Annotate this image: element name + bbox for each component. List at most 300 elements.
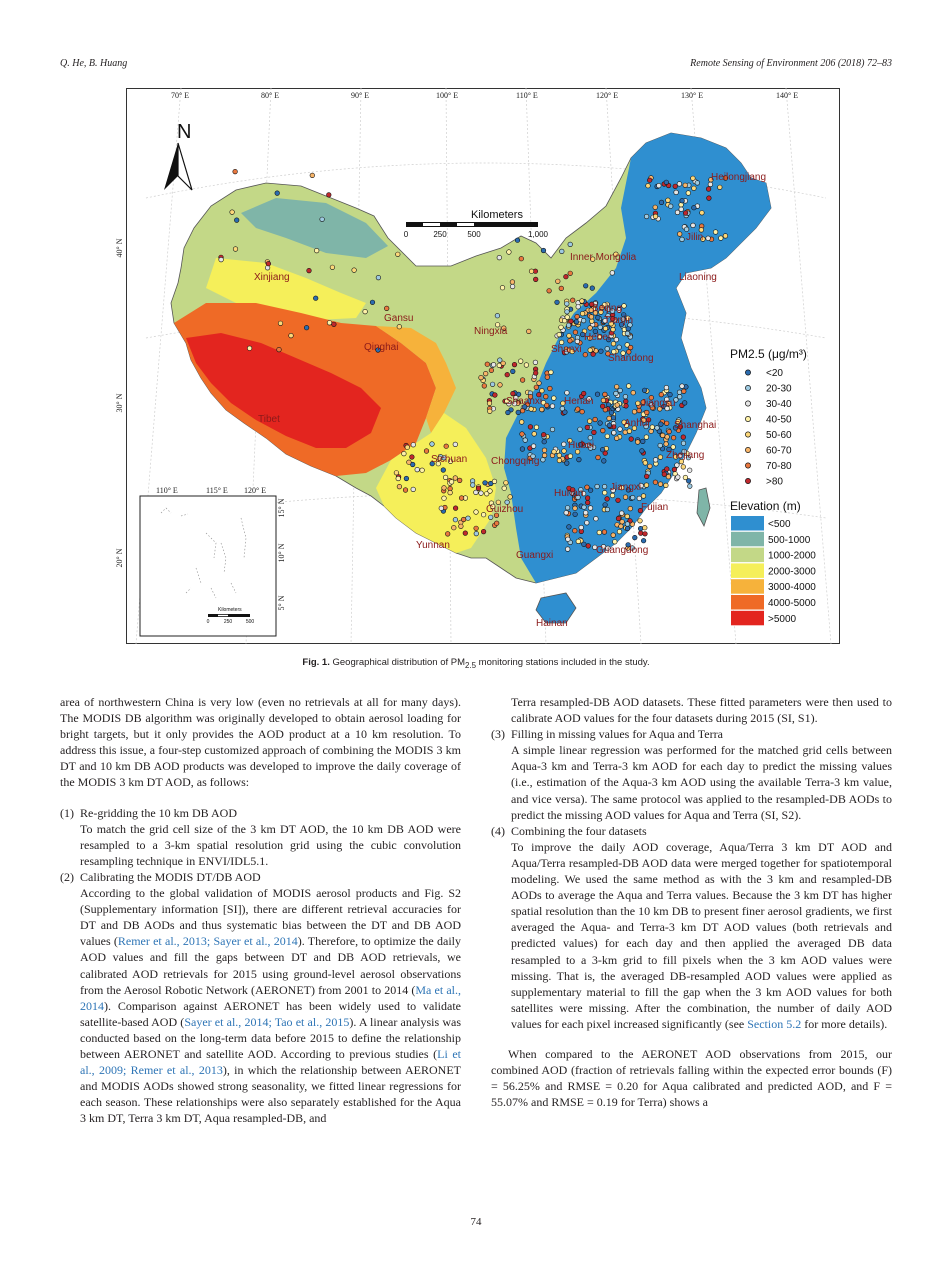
station-point [565,391,570,396]
station-point [488,489,493,494]
list-number: (4) [491,823,505,838]
station-point [560,249,565,254]
station-point [682,389,687,394]
lon-tick-label: 120° E [596,91,619,100]
station-point [585,425,590,430]
region-label: Chongqing [491,456,540,467]
station-point [664,421,669,426]
station-point [520,432,525,437]
scale-bar-tick: 1,000 [527,230,549,239]
station-point [485,362,490,367]
station-point [411,443,416,448]
station-point [352,268,357,273]
station-point [644,214,649,219]
station-point [405,445,410,450]
scale-bar-tick: 0 [403,230,409,239]
inset-lon-ticks [156,486,266,495]
running-head [60,58,892,72]
station-point [597,530,602,535]
station-point [504,481,509,486]
station-point [596,315,601,320]
station-point [588,348,593,353]
scale-bar-tick: 250 [433,230,447,239]
station-point [501,361,506,366]
station-point [533,360,538,365]
station-point [540,407,545,412]
caption-label: Fig. 1. [302,657,330,668]
station-point [633,535,638,540]
lat-tick-labels [115,238,124,567]
station-point [707,196,712,201]
station-point [593,417,598,422]
station-point [643,461,648,466]
station-point [625,522,630,527]
inset-lat-label: 5° N [277,595,286,611]
station-point [482,384,487,389]
region-label: Guangdong [596,545,649,556]
station-point [603,326,608,331]
pm25-legend-label: <20 [766,368,783,379]
elevation-legend-swatch [731,563,764,578]
station-point [659,392,664,397]
station-point [492,479,497,484]
station-point [565,547,570,552]
station-point [682,401,687,406]
station-point [568,339,573,344]
station-point [674,190,679,195]
elevation-legend-swatch [731,611,764,626]
station-point [641,538,646,543]
station-point [463,531,468,536]
station-point [666,474,671,479]
station-point [588,488,593,493]
station-point [540,388,545,393]
station-point [565,461,570,466]
station-point [564,511,569,516]
station-point [681,435,686,440]
station-point [660,433,665,438]
station-point [681,441,686,446]
text-run: ), in which the relationship between AERONET and MODIS AODs showed strong seasonality, we fitted linear regressions for each season. These relationships were also separately established for the Aqua 3 km DT, Terra 3 km DT, Aqua resampled-DB, and [80,1063,461,1126]
station-point [523,438,528,443]
region-label: Henan [564,396,594,407]
station-point [611,533,616,538]
station-point [493,393,498,398]
station-point [453,442,458,447]
inset-scale-seg [218,615,228,616]
station-point [614,391,619,396]
station-point [655,426,660,431]
station-point [230,210,235,215]
elevation-legend-label: 500-1000 [768,534,811,546]
region-label: Guizhou [486,504,524,515]
page-number: 74 [470,1216,482,1228]
station-point [622,304,627,309]
station-point [617,345,622,350]
station-point [577,457,582,462]
region-label: Shaanxi [506,396,543,407]
station-point [684,227,689,232]
pm25-legend-label: 60-70 [766,445,792,457]
station-point [677,394,682,399]
station-point [641,439,646,444]
inset-map [140,486,286,636]
station-point [624,404,629,409]
station-point [629,437,634,442]
station-point [550,404,555,409]
station-point [567,525,572,530]
station-point [420,468,425,473]
station-point [611,342,616,347]
station-point [588,326,593,331]
list-body-3: A simple linear regression was performed for the matched grid cells between Aqua-3 km and Terra-3 km AOD for each day to predict the missing values (i.e., estimation of the Aqua-3 km AOD using the available Terra-3 km value, and vice versa). The same protocol was applied to the resampled-DB AODs to predict the missing AOD values for Aqua and Terra (SI, S2). [511,743,892,822]
elevation-legend-swatch [731,516,764,531]
station-point [403,488,408,493]
station-point [676,475,681,480]
text-run: ). Therefore, to optimize the daily AOD values and fill the gaps between DT and DB AOD retrievals, we calibrated AOD retrievals for 2015 using ground-level aerosol observations from the Aerosol Robotic Network (AERONET) from 2001 to 2014 ( [80,934,461,997]
section-link[interactable]: Section 5.2 [747,1016,802,1031]
station-point [442,496,447,501]
station-point [330,265,335,270]
station-point [410,455,415,460]
station-point [580,409,585,414]
station-point [442,486,447,491]
lat-tick-label: 20° N [115,548,124,568]
scale-bar-tick: 500 [467,230,481,239]
lon-tick-label: 140° E [776,91,799,100]
station-point [614,385,619,390]
station-point [320,217,325,222]
station-point [591,352,596,357]
station-point [643,525,648,530]
station-point [459,496,464,501]
station-point [667,429,672,434]
station-point [512,362,517,367]
station-point [599,349,604,354]
region-label: Jiangxi [610,482,642,493]
station-point [671,435,676,440]
station-point [603,392,608,397]
station-point [394,471,399,476]
region-label: Xinjiang [254,272,290,283]
station-point [542,453,547,458]
station-point [404,476,409,481]
station-point [579,525,584,530]
lon-tick-label: 80° E [261,91,280,100]
station-point [527,329,532,334]
station-point [611,327,616,332]
station-point [659,200,664,205]
station-point [459,524,464,529]
station-point [668,392,673,397]
station-point [424,449,429,454]
pm25-legend-swatch [745,447,750,452]
citation-link[interactable]: Li et al., 2009; Remer et al., 2013 [80,1046,461,1078]
station-point [439,506,444,511]
station-point [534,385,539,390]
station-point [677,232,682,237]
citation-link[interactable]: Ma et al., 2014 [80,982,461,1013]
station-point [568,242,573,247]
region-label: Anhui [624,418,650,429]
list-title: Combining the four datasets [511,823,647,838]
pm25-legend-label: >80 [766,476,783,488]
elevation-legend-label: 2000-3000 [768,566,816,578]
station-point [657,183,662,188]
inset-lat-label: 15° N [277,498,286,518]
station-point [628,345,633,350]
list-item-3 [491,726,892,742]
station-point [618,427,623,432]
station-point [483,371,488,376]
station-point [547,289,552,294]
station-point [234,218,239,223]
station-point [680,198,685,203]
citation-link[interactable]: Sayer et al., 2014; Tao et al., 2015 [184,1014,350,1029]
station-point [626,327,631,332]
station-point [520,378,525,383]
station-point [266,261,271,266]
station-point [658,482,663,487]
region-label: Hainan [536,618,568,629]
station-point [576,539,581,544]
region-label: Beijing [592,303,623,314]
station-point [397,484,402,489]
station-point [673,184,678,189]
station-point [441,468,446,473]
region-label: Qinghai [364,342,399,353]
inset-scale-tick: 250 [223,619,233,625]
station-point [552,450,557,455]
region-label: Heilongjiang [711,172,767,183]
station-point [520,447,525,452]
station-point [658,443,663,448]
station-point [402,451,407,456]
region-label: Zhejiang [666,450,705,461]
list-title: Re-gridding the 10 km DB AOD [80,805,237,820]
running-head-authors: Q. He, B. Huang [60,58,128,69]
inset-lat-label: 10° N [277,543,286,563]
station-point [548,386,553,391]
station-point [397,324,402,329]
caption-subscript: 2.5 [465,660,477,670]
inset-scale-tick: 0 [206,619,210,625]
station-point [623,394,628,399]
station-point [233,247,238,252]
station-point [313,296,318,301]
station-point [452,525,457,530]
figure-caption [0,657,952,670]
elevation-legend-label: 4000-5000 [768,598,816,609]
station-point [610,271,615,276]
station-point [646,183,651,188]
station-point [594,516,599,521]
station-point [602,484,607,489]
station-point [617,529,622,534]
region-label: Gansu [384,313,414,324]
station-point [314,248,319,253]
station-point [610,493,615,498]
pm25-legend-swatch [745,478,750,483]
pm25-legend-title: PM2.5 (μg/m³) [730,347,807,361]
station-point [505,372,510,377]
inset-lon-label: 115° E [206,486,228,495]
station-point [559,286,564,291]
station-point [653,480,658,485]
station-point [585,496,590,501]
station-point [542,439,547,444]
station-point [466,516,471,521]
station-point [529,269,534,274]
region-label: Guangxi [516,550,554,561]
station-point [562,442,567,447]
station-point [495,313,500,318]
station-point [668,204,673,209]
station-point [541,248,546,253]
station-point [692,205,697,210]
station-point [595,392,600,397]
station-point [719,236,724,241]
station-point [449,480,454,485]
station-point [575,339,580,344]
station-point [605,497,610,502]
station-point [557,458,562,463]
station-point [659,422,664,427]
station-point [672,467,677,472]
station-point [278,321,283,326]
station-point [565,506,570,511]
station-point [555,300,560,305]
station-point [453,476,458,481]
region-label: Tianjin [604,315,634,326]
station-point [666,198,671,203]
station-point [573,506,578,511]
station-point [664,483,669,488]
station-point [653,458,658,463]
station-point [706,187,711,192]
station-point [644,435,649,440]
station-point [687,468,692,473]
list-item-2 [60,869,461,885]
region-label: Shanxi [551,344,582,355]
elevation-legend-swatch [731,532,764,547]
elevation-legend-label: >5000 [768,613,797,625]
region-label: Shanghai [674,420,717,431]
station-point [384,306,389,311]
station-point [564,274,569,279]
station-point [516,410,521,415]
station-point [310,173,315,178]
station-point [625,331,630,336]
list-body-1: To match the grid cell size of the 3 km DT AOD, the 10 km DB AOD were resampled to a 3-km spatial resolution grid using the cubic convolution resampling technique in ENVI/IDL5.1. [80,821,461,868]
station-point [645,410,650,415]
station-point [537,381,542,386]
region-label: Tibet [258,414,280,425]
station-point [582,542,587,547]
station-point [265,266,270,271]
station-point [680,384,685,389]
station-point [600,404,605,409]
region-label: Hebei [584,332,611,343]
station-point [474,490,479,495]
station-point [376,275,381,280]
station-point [453,517,458,522]
lat-tick-label: 40° N [115,238,124,258]
list-number: (1) [60,805,74,820]
inset-scale-title: Kilometers [218,607,242,613]
station-point [494,521,499,526]
station-point [489,368,494,373]
station-point [713,230,718,235]
station-point [363,309,368,314]
figure-map [115,88,840,644]
list-body-4 [491,839,892,1032]
station-point [580,311,585,316]
station-point [640,449,645,454]
station-point [307,268,312,273]
station-point [582,505,587,510]
station-point [233,169,238,174]
station-point [664,442,669,447]
station-point [613,540,618,545]
station-point [289,333,294,338]
station-point [632,410,637,415]
station-point [653,214,658,219]
region-label: Jiangsu [641,398,676,409]
station-point [718,185,723,190]
station-point [589,315,594,320]
station-point [476,486,481,491]
list-body-2 [60,885,461,1126]
pm25-legend-swatch [745,463,750,468]
station-point [573,330,578,335]
region-label: Inner Mongolia [570,252,637,263]
station-point [648,464,653,469]
station-point [407,460,412,465]
elevation-legend-title: Elevation (m) [730,499,801,513]
region-label: Liaoning [679,272,717,283]
inset-scale-bar [208,614,250,617]
station-point [616,516,621,521]
station-point [490,382,495,387]
text-run: ). Comparison against AERONET has been widely used to validate satellite-based AOD ( [80,998,461,1029]
station-point [692,186,697,191]
station-point [588,506,593,511]
station-point [612,431,617,436]
station-point [470,483,475,488]
station-point [585,521,590,526]
station-point [277,347,282,352]
lon-tick-label: 100° E [436,91,459,100]
station-point [683,211,688,216]
station-point [583,352,588,357]
citation-link[interactable]: Remer et al., 2013; Sayer et al., 2014 [117,934,298,949]
station-point [573,512,578,517]
station-point [691,223,696,228]
station-point [630,495,635,500]
station-point [691,176,696,181]
pm25-legend-swatch [745,416,750,421]
station-point [602,490,607,495]
station-point [481,529,486,534]
text-run: ). A linear analysis was conducted based on the long-term data before 2015 to define the relationship between AERONET and satellite AOD. According to previous studies ( [80,1014,462,1061]
station-point [370,300,375,305]
station-point [575,407,580,412]
station-point [396,476,401,481]
pm25-legend-label: 50-60 [766,430,792,441]
region-label: Yunnan [416,540,450,551]
station-point [491,362,496,367]
